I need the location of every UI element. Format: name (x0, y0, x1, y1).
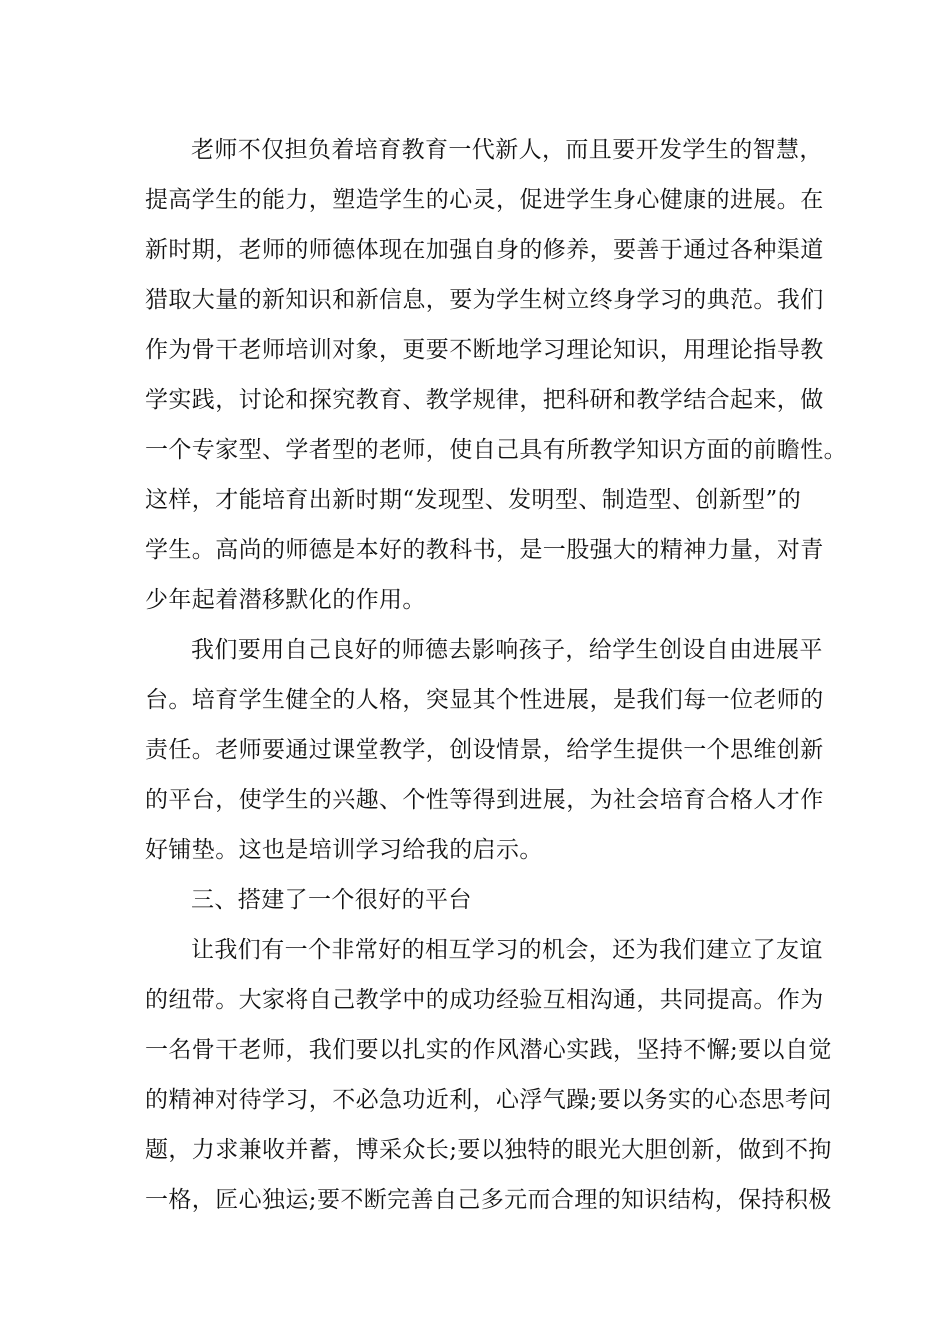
text-line: 少年起着潜移默化的作用。 (145, 587, 426, 613)
text-line: 猎取大量的新知识和新信息，要为学生树立终身学习的典范。我们 (145, 287, 824, 313)
text-line: 作为骨干老师培训对象，更要不断地学习理论知识，用理论指导教 (145, 337, 824, 363)
text-line: 一名骨干老师，我们要以扎实的作风潜心实践，坚持不懈;要以自觉 (145, 1037, 832, 1063)
text-line: 我们要用自己良好的师德去影响孩子，给学生创设自由进展平 (191, 637, 823, 663)
text-line: 学实践，讨论和探究教育、教学规律，把科研和教学结合起来，做 (145, 387, 824, 413)
text-line: 这样，才能培育出新时期“发现型、发明型、制造型、创新型”的 (145, 487, 802, 513)
section-heading: 三、搭建了一个很好的平台 (191, 887, 472, 913)
text-line: 台。培育学生健全的人格，突显其个性进展，是我们每一位老师的 (145, 687, 824, 713)
text-line: 责任。老师要通过课堂教学，创设情景，给学生提供一个思维创新 (145, 737, 824, 763)
text-line: 让我们有一个非常好的相互学习的机会，还为我们建立了友谊 (191, 937, 823, 963)
text-line: 的平台，使学生的兴趣、个性等得到进展，为社会培育合格人才作 (145, 787, 824, 813)
text-line: 的精神对待学习，不必急功近利，心浮气躁;要以务实的心态思考问 (145, 1087, 832, 1113)
text-line: 的纽带。大家将自己教学中的成功经验互相沟通，共同提高。作为 (145, 987, 824, 1013)
text-line: 新时期，老师的师德体现在加强自身的修养，要善于通过各种渠道 (145, 237, 824, 263)
text-line: 老师不仅担负着培育教育一代新人，而且要开发学生的智慧， (191, 137, 823, 163)
text-line: 题，力求兼收并蓄，博采众长;要以独特的眼光大胆创新，做到不拘 (145, 1137, 832, 1163)
text-line: 一个专家型、学者型的老师，使自己具有所教学知识方面的前瞻性。 (145, 437, 847, 463)
text-line: 提高学生的能力，塑造学生的心灵，促进学生身心健康的进展。在 (145, 187, 824, 213)
text-line: 好铺垫。这也是培训学习给我的启示。 (145, 837, 543, 863)
text-line: 学生。高尚的师德是本好的教科书，是一股强大的精神力量，对青 (145, 537, 824, 563)
text-line: 一格，匠心独运;要不断完善自己多元而合理的知识结构，保持积极 (145, 1187, 832, 1213)
